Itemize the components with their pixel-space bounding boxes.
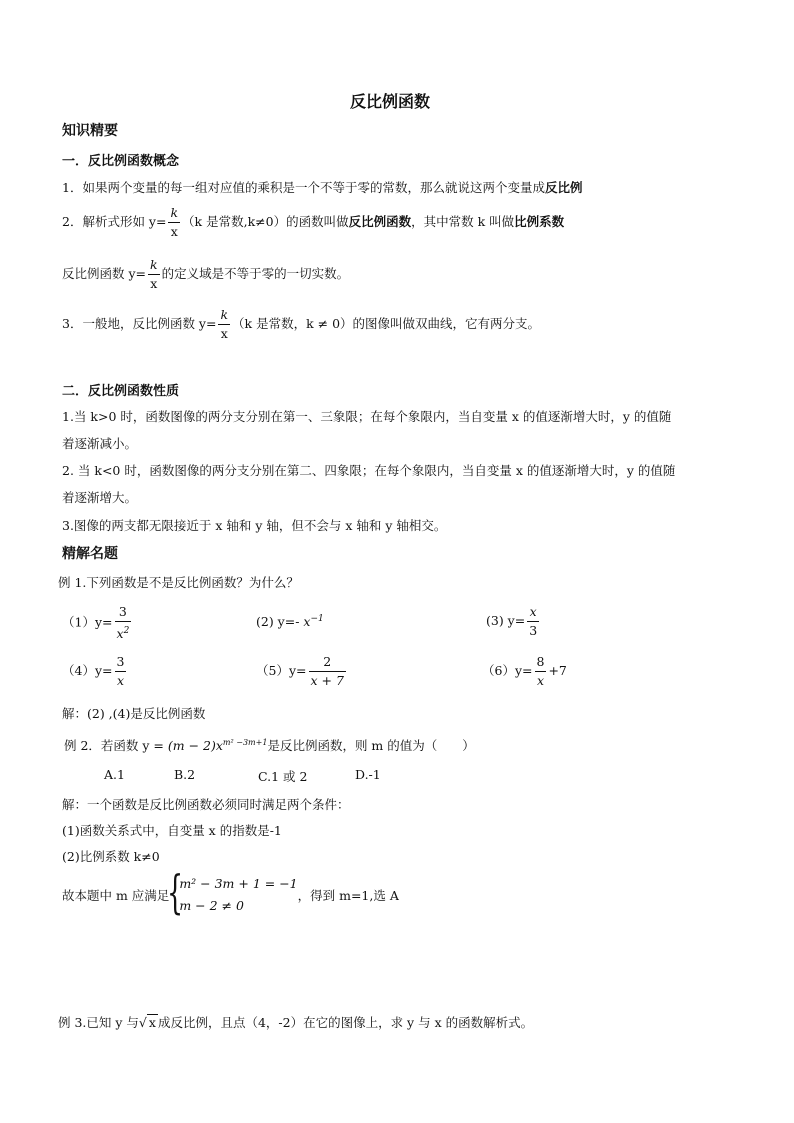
option-5-numerator: 2 — [309, 653, 346, 672]
option-1-exponent: 2 — [123, 626, 130, 636]
example-1-answer: 解：(2) ,(4)是反比例函数 — [62, 706, 206, 721]
option-3-label: (3) y= — [486, 613, 526, 628]
paragraph-2 — [62, 204, 564, 241]
property-1-line-2: 着逐渐减小。 — [62, 436, 138, 451]
example-2-answer-line-2: (1)函数关系式中，自变量 x 的指数是-1 — [62, 823, 282, 838]
option-1-den-base: x — [116, 626, 124, 642]
property-3: 3.图像的两支都无限接近于 x 轴和 y 轴，但不会与 x 轴和 y 轴相交。 — [62, 518, 447, 533]
property-2-line-1: 2. 当 k<0 时，函数图像的两分支分别在第二、四象限；在每个象限内，当自变量 x 的值逐渐增大时，y 的值随 — [62, 463, 676, 478]
section-heading-examples: 精解名题 — [62, 546, 118, 562]
option-5-label: （5）y= — [256, 663, 307, 678]
example-2-system — [62, 865, 399, 919]
example-2-prefix: 例 2．若函数 y = — [64, 738, 168, 753]
option-4-denominator: x — [116, 673, 124, 688]
sqrt-x — [139, 1015, 158, 1030]
fraction-k-over-x — [168, 204, 180, 241]
equation-system — [167, 865, 298, 919]
fraction-numerator: k — [218, 306, 230, 325]
example-3-prefix: 例 3.已知 y 与 — [58, 1015, 139, 1030]
option-5 — [256, 653, 348, 690]
choice-c: C.1 或 2 — [258, 769, 308, 784]
page-title: 反比例函数 — [350, 92, 431, 111]
paragraph-4-prefix: 3．一般地，反比例函数 y= — [62, 316, 217, 331]
paragraph-1-bold: 反比例 — [544, 180, 583, 195]
example-1-question: 例 1.下列函数是不是反比例函数？为什么？ — [58, 575, 299, 590]
system-prefix: 故本题中 m 应满足 — [62, 888, 170, 903]
system-suffix: ，得到 m=1,选 A — [297, 888, 399, 903]
example-2-exponent: m² −3m+1 — [222, 737, 268, 747]
paragraph-2-prefix: 2．解析式形如 y= — [62, 214, 167, 229]
paragraph-3 — [62, 256, 349, 293]
option-6-suffix: +7 — [548, 663, 567, 678]
left-brace-icon: { — [167, 865, 184, 919]
choice-b: B.2 — [174, 767, 196, 782]
option-6-numerator: 8 — [535, 653, 547, 672]
option-1-numerator: 3 — [115, 603, 132, 622]
paragraph-4 — [62, 306, 540, 343]
option-6-denominator: x — [536, 673, 544, 688]
choice-a: A.1 — [104, 767, 125, 782]
option-3-fraction — [527, 603, 539, 640]
system-equation-1: m² − 3m + 1 = −1 — [179, 876, 298, 891]
option-6 — [482, 653, 567, 690]
option-4-label: （4）y= — [62, 663, 113, 678]
option-5-denominator: x + 7 — [310, 673, 344, 688]
example-2-suffix: 是反比例函数，则 m 的值为（ ） — [267, 738, 475, 753]
paragraph-2-bold-1: 反比例函数 — [348, 214, 412, 229]
option-2-exponent: −1 — [310, 614, 324, 624]
option-4 — [62, 653, 128, 690]
system-equation-2: m − 2 ≠ 0 — [179, 898, 244, 913]
option-3-numerator: x — [527, 603, 539, 622]
example-2-question — [64, 736, 475, 754]
subsection-heading-properties: 二．反比例函数性质 — [62, 384, 180, 399]
sqrt-icon: √ — [138, 1015, 147, 1030]
option-3-denominator: 3 — [529, 623, 538, 638]
option-1-denominator — [115, 622, 132, 643]
paragraph-1 — [62, 178, 582, 196]
option-4-fraction — [115, 653, 127, 690]
option-1-label: （1）y= — [62, 614, 113, 630]
paragraph-3-suffix: 的定义域是不等于零的一切实数。 — [161, 266, 350, 281]
paragraph-2-mid-2: ，其中常数 k 叫做 — [411, 214, 515, 229]
option-5-fraction — [309, 653, 346, 690]
fraction-k-over-x — [218, 306, 230, 343]
sqrt-radicand: x — [148, 1015, 156, 1030]
example-2-answer-line-1: 解：一个函数是反比例函数必须同时满足两个条件： — [62, 797, 350, 812]
paragraph-1-text: 1．如果两个变量的每一组对应值的乘积是一个不等于零的常数，那么就说这两个变量成 — [62, 180, 545, 195]
fraction-denominator: x — [170, 224, 178, 239]
fraction-numerator: k — [168, 204, 180, 223]
example-3-suffix: 成反比例，且点（4，-2）在它的图像上，求 y 与 x 的函数解析式。 — [157, 1015, 534, 1030]
example-2-answer-line-3: (2)比例系数 k≠0 — [62, 849, 160, 864]
example-3-question — [58, 1013, 533, 1031]
paragraph-4-suffix: （k 是常数，k ≠ 0）的图像叫做双曲线，它有两分支。 — [232, 316, 541, 331]
section-heading-knowledge: 知识精要 — [62, 123, 118, 139]
option-6-fraction — [535, 653, 547, 690]
fraction-denominator: x — [150, 276, 158, 291]
option-3 — [486, 603, 541, 640]
option-2 — [256, 614, 324, 629]
subsection-heading-concept: 一．反比例函数概念 — [62, 154, 180, 169]
option-2-label: (2) y=- — [256, 614, 304, 630]
choice-d: D.-1 — [355, 767, 381, 782]
option-1 — [62, 603, 133, 643]
option-2-base: x — [303, 614, 311, 630]
property-2-line-2: 着逐渐增大。 — [62, 490, 138, 505]
property-1-line-1: 1.当 k>0 时，函数图像的两分支分别在第一、三象限；在每个象限内，当自变量 x 的值逐渐增大时，y 的值随 — [62, 409, 672, 424]
paragraph-2-bold-2: 比例系数 — [514, 214, 565, 229]
fraction-numerator: k — [148, 256, 160, 275]
paragraph-2-mid: （k 是常数,k≠0）的函数叫做 — [182, 214, 349, 229]
option-1-fraction — [115, 603, 132, 643]
paragraph-3-prefix: 反比例函数 y= — [62, 266, 147, 281]
fraction-denominator: x — [220, 326, 228, 341]
option-4-numerator: 3 — [115, 653, 127, 672]
option-6-label: （6）y= — [482, 663, 533, 678]
example-2-expression: (m − 2)x — [167, 738, 223, 753]
fraction-k-over-x — [148, 256, 160, 293]
